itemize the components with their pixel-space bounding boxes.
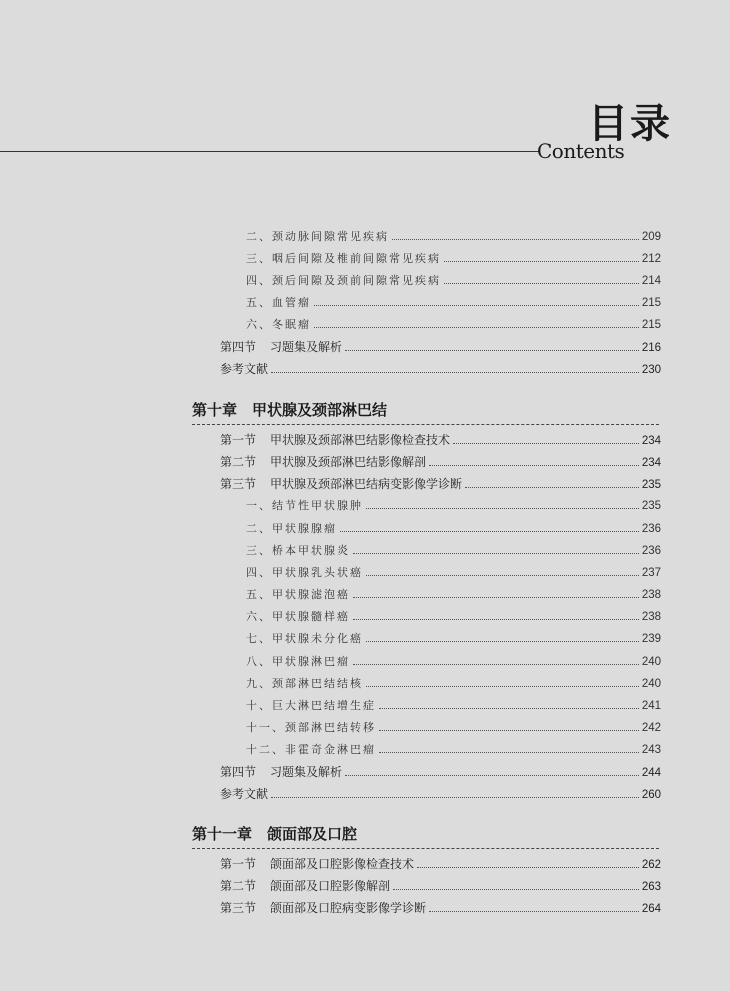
dot-leader	[392, 239, 639, 240]
toc-page-number: 244	[641, 767, 661, 780]
dot-leader	[429, 465, 639, 466]
toc-section-number: 第二节	[220, 879, 257, 893]
dot-leader	[444, 283, 639, 284]
chapter-divider	[192, 424, 659, 425]
toc-entry[interactable]	[220, 339, 661, 356]
toc-entry[interactable]	[246, 676, 661, 692]
toc-entry-label: 一、结节性甲状腺肿	[246, 499, 363, 513]
toc-page-number: 242	[641, 721, 661, 734]
chapter-heading: 第十一章 颌面部及口腔	[192, 825, 358, 843]
toc-page-number: 240	[641, 655, 661, 668]
toc-entry[interactable]	[246, 742, 661, 758]
toc-page-number: 237	[641, 566, 661, 579]
toc-entry-label: 甲状腺及颈部淋巴结病变影像学诊断	[270, 477, 463, 492]
toc-entry-label: 四、颈后间隙及颈前间隙常见疾病	[246, 274, 441, 287]
toc-page-number: 215	[641, 319, 661, 331]
dot-leader	[444, 261, 639, 262]
toc-entry[interactable]	[246, 654, 661, 670]
toc-entry[interactable]	[246, 273, 661, 289]
toc-entry-label: 习题集及解析	[270, 765, 343, 780]
toc-entry-label: 参考文献	[220, 362, 269, 376]
toc-entry[interactable]	[246, 609, 661, 625]
toc-entry-label: 三、桥本甲状腺炎	[246, 543, 350, 557]
dot-leader	[271, 797, 639, 798]
toc-page-number: 240	[641, 677, 661, 690]
dot-leader	[429, 911, 639, 912]
toc-entry[interactable]	[220, 361, 661, 378]
toc-entry[interactable]	[246, 698, 661, 714]
toc-entry-label: 甲状腺及颈部淋巴结影像检查技术	[270, 433, 451, 447]
toc-entry[interactable]	[220, 900, 661, 917]
toc-entry[interactable]	[246, 521, 661, 537]
dot-leader	[353, 597, 639, 598]
dot-leader	[379, 708, 639, 709]
toc-section-number: 第一节	[220, 433, 257, 447]
toc-entry[interactable]	[220, 432, 661, 449]
dot-leader	[366, 575, 639, 576]
toc-entry[interactable]	[220, 878, 661, 895]
toc-entry-label: 甲状腺及颈部淋巴结影像解剖	[270, 455, 427, 470]
header-rule	[0, 151, 540, 152]
chapter-divider	[192, 848, 659, 849]
dot-leader	[366, 686, 639, 687]
toc-entry[interactable]	[246, 631, 661, 647]
dot-leader	[340, 531, 639, 532]
toc-entry[interactable]	[246, 720, 661, 736]
dot-leader	[353, 553, 639, 554]
dot-leader	[314, 305, 639, 306]
toc-entry[interactable]	[246, 229, 661, 245]
dot-leader	[417, 867, 639, 868]
dot-leader	[271, 372, 639, 373]
toc-entry[interactable]	[246, 587, 661, 603]
toc-entry-label: 三、咽后间隙及椎前间隙常见疾病	[246, 252, 441, 265]
toc-entry[interactable]	[246, 295, 661, 311]
toc-entry[interactable]	[220, 476, 661, 493]
toc-entry-label: 习题集及解析	[270, 340, 343, 354]
toc-entry[interactable]	[246, 498, 661, 514]
dot-leader	[345, 350, 639, 351]
toc-entry-label: 二、颈动脉间隙常见疾病	[246, 230, 389, 243]
page-subtitle: Contents	[537, 139, 625, 163]
toc-page-number: 243	[641, 744, 661, 757]
toc-page-number: 260	[641, 789, 661, 802]
toc-page-number: 236	[641, 522, 661, 535]
toc-section-number: 第三节	[220, 901, 257, 915]
toc-page-number: 216	[641, 342, 661, 354]
dot-leader	[379, 752, 639, 753]
toc-entry-label: 十、巨大淋巴结增生症	[246, 698, 376, 712]
chapter-heading: 第十章 甲状腺及颈部淋巴结	[192, 401, 388, 419]
toc-entry[interactable]	[220, 786, 661, 803]
toc-section-number: 第一节	[220, 857, 257, 871]
toc-entry[interactable]	[246, 543, 661, 559]
toc-page-number: 264	[641, 903, 661, 915]
toc-page-number: 241	[641, 699, 661, 712]
toc-entry-label: 六、冬眠瘤	[246, 318, 311, 331]
dot-leader	[353, 664, 639, 665]
toc-entry[interactable]	[246, 565, 661, 581]
toc-section-number: 第二节	[220, 455, 257, 470]
dot-leader	[453, 443, 639, 444]
toc-page-number: 262	[641, 859, 661, 871]
dot-leader	[379, 730, 639, 731]
toc-page-number: 263	[641, 881, 661, 893]
toc-section-number: 第四节	[220, 340, 257, 354]
toc-page-number: 215	[641, 297, 661, 309]
toc-page-number: 234	[641, 435, 661, 447]
toc-entry-label: 颌面部及口腔影像检查技术	[270, 857, 415, 871]
toc-entry-label: 二、甲状腺腺瘤	[246, 521, 337, 535]
toc-entry[interactable]	[246, 317, 661, 333]
toc-page-number: 214	[641, 275, 661, 287]
toc-entry-label: 十一、颈部淋巴结转移	[246, 720, 376, 734]
toc-entry-label: 颌面部及口腔影像解剖	[270, 879, 391, 893]
toc-page-number: 235	[641, 500, 661, 513]
toc-entry-label: 九、颈部淋巴结结核	[246, 676, 363, 690]
toc-page-number: 239	[641, 633, 661, 646]
toc-entry-label: 参考文献	[220, 787, 269, 802]
toc-page-number: 235	[641, 479, 661, 492]
toc-entry[interactable]	[220, 454, 661, 471]
toc-page-number: 234	[641, 457, 661, 470]
toc-entry-label: 四、甲状腺乳头状癌	[246, 565, 363, 579]
toc-entry[interactable]	[246, 251, 661, 267]
toc-page-number: 209	[641, 231, 661, 243]
toc-entry-label: 十二、非霍奇金淋巴瘤	[246, 743, 376, 757]
toc-page-number: 238	[641, 611, 661, 624]
toc-entry[interactable]	[220, 764, 661, 781]
toc-section-number: 第四节	[220, 765, 257, 780]
dot-leader	[393, 889, 639, 890]
dot-leader	[353, 619, 639, 620]
toc-entry-label: 七、甲状腺未分化癌	[246, 632, 363, 646]
toc-page-number: 236	[641, 544, 661, 557]
dot-leader	[345, 775, 639, 776]
dot-leader	[366, 641, 639, 642]
toc-entry-label: 五、血管瘤	[246, 296, 311, 309]
dot-leader	[314, 327, 639, 328]
toc-page-number: 230	[641, 364, 661, 376]
toc-page-number: 238	[641, 589, 661, 602]
toc-entry-label: 颌面部及口腔病变影像学诊断	[270, 901, 427, 915]
page-title: 目录	[588, 100, 672, 147]
dot-leader	[465, 487, 639, 488]
toc-entry[interactable]	[220, 856, 661, 873]
toc-entry-label: 五、甲状腺滤泡癌	[246, 588, 350, 602]
toc-entry-label: 六、甲状腺髓样癌	[246, 610, 350, 624]
toc-section-number: 第三节	[220, 477, 257, 492]
dot-leader	[366, 508, 639, 509]
toc-entry-label: 八、甲状腺淋巴瘤	[246, 654, 350, 668]
toc-page-number: 212	[641, 253, 661, 265]
